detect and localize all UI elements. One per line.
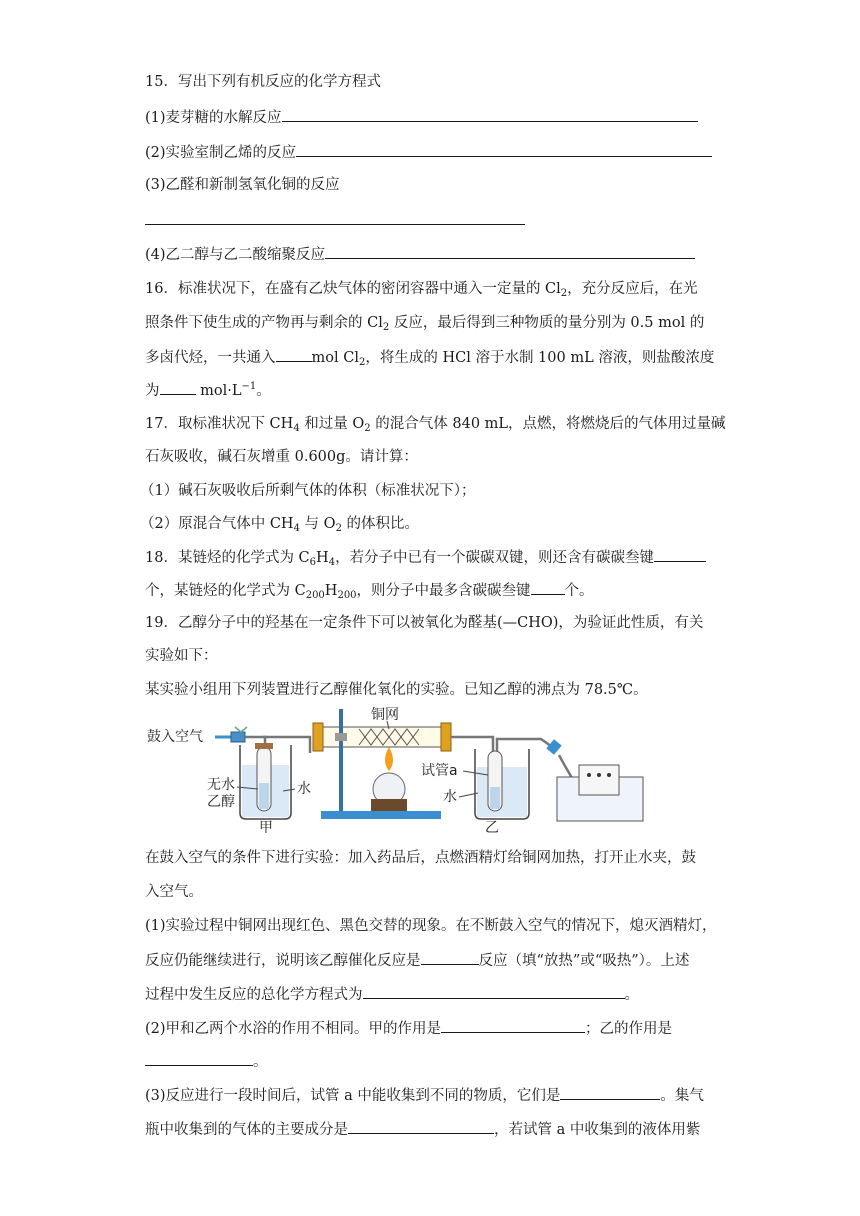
answer-blank[interactable]	[531, 580, 565, 595]
clamp-handle-icon	[235, 727, 247, 732]
label-yi: 乙	[485, 820, 499, 833]
q19-line3: 某实验小组用下列装置进行乙醇催化氧化的实验。已知乙醇的沸点为 78.5℃。	[145, 682, 648, 698]
q19-sub2-line1	[145, 1018, 672, 1039]
q19-text: ；乙的作用是	[585, 1021, 673, 1037]
q18-text: H	[324, 583, 338, 599]
q15-title: 15．写出下列有机反应的化学方程式	[145, 74, 381, 90]
q16-text: 照条件下使生成的产物再与剩余的 Cl	[145, 315, 383, 331]
flame-icon	[385, 747, 393, 771]
label-jia: 甲	[259, 820, 273, 833]
q18-line2: 个，某链烃的化学式为 $C_{200}H_{200}$，则分子中最多含碳碳叁键 个。	[145, 580, 594, 601]
q16-line2: 照条件下使生成的产物再与剩余的 $Cl_2$ 反应，最后得到三种物质的量分别为 0.5 mol 的	[145, 315, 705, 333]
q16-text: 16．标准状况下，在盛有乙炔气体的密闭容器中通入一定量的 Cl	[145, 281, 561, 297]
label-test-tube-a: 试管a	[421, 763, 458, 779]
stand-base	[321, 811, 441, 819]
q17-part1: （1）碱石灰吸收后所剩气体的体积（标准状况下）；	[140, 483, 476, 499]
q16-text: ，将生成的 HCl 溶于水制 100 mL 溶液，则盐酸浓度	[365, 350, 715, 366]
q17-text: 的体积比。	[341, 516, 420, 532]
q16-text: 反应，最后得到三种物质的量分别为 0.5 mol 的	[389, 315, 705, 331]
q18-text: H	[316, 550, 329, 566]
q19-line4: 在鼓入空气的条件下进行实验：加入药品后，点燃酒精灯给铜网加热，打开止水夹，鼓	[145, 850, 696, 866]
q18-text: 个，某链烃的化学式为 C	[145, 583, 306, 599]
q17-part2: （2）原混合气体中 $CH_4$ 与 $O_2$ 的体积比。	[140, 516, 420, 534]
label-water-yi: 水	[443, 789, 457, 805]
q16-line3: 多卤代烃，一共通入 mol $Cl_2$，将生成的 HCl 溶于水制 100 mL 溶液，则盐酸浓度	[145, 347, 714, 368]
tube-stopper-left	[313, 723, 323, 751]
answer-blank[interactable]	[441, 1018, 585, 1033]
gas-collection-bottle	[579, 765, 619, 795]
q17-text: （2）原混合气体中 CH	[140, 516, 294, 532]
label-air-in: 鼓入空气	[147, 729, 203, 745]
q19-text: 反应（填“放热”或“吸热”）。上述	[478, 953, 690, 969]
q19-sub3-line2	[145, 1119, 700, 1140]
q16-text: 。	[256, 383, 271, 399]
q17-text: 和过量 O	[299, 416, 365, 432]
gas-outlet-tube	[497, 739, 555, 751]
answer-blank[interactable]	[363, 984, 625, 999]
label-ethanol: 乙醇	[207, 794, 235, 810]
pinch-clamp	[231, 732, 245, 742]
q17-text: 与 O	[299, 516, 336, 532]
q16-text: 多卤代烃，一共通入	[145, 350, 276, 366]
q18-text: 个。	[564, 583, 594, 599]
q19-line1: 19．乙醇分子中的羟基在一定条件下可以被氧化为醛基(—CHO)，为验证此性质，有关	[145, 615, 704, 631]
q18-text: ，则分子中最多含碳碳叁键	[356, 583, 531, 599]
answer-blank[interactable]	[145, 210, 525, 225]
answer-blank[interactable]	[282, 107, 698, 122]
q19-line2: 实验如下：	[145, 648, 218, 664]
answer-blank[interactable]	[296, 142, 712, 157]
q19-text: 瓶中收集到的气体的主要成分是	[145, 1122, 348, 1138]
tube-stopper-right	[441, 723, 451, 751]
bottle-mark	[597, 773, 601, 777]
bottle-mark	[607, 773, 611, 777]
q19-text: ，若试管 a 中收集到的液体用紫	[494, 1122, 701, 1138]
stand-clamp	[335, 733, 347, 741]
q19-text: (3)反应进行一段时间后，试管 a 中能收集到不同的物质，它们是	[145, 1088, 561, 1104]
q16-text: 为	[145, 383, 160, 399]
answer-blank[interactable]	[654, 547, 706, 562]
q17-line1: 17．取标准状况下 $CH_4$ 和过量 $O_2$ 的混合气体 840 mL，点燃，将燃烧后的气体用过量碱	[145, 416, 726, 434]
q19-sub3-line1	[145, 1085, 704, 1106]
q16-unit-exponent: −1	[241, 381, 257, 392]
answer-blank[interactable]	[145, 1051, 253, 1066]
outlet-tube-2	[451, 737, 493, 755]
stopper	[255, 743, 273, 749]
q15-part3: (3)乙醛和新制氢氧化铜的反应	[145, 177, 340, 193]
q15-part1	[145, 107, 698, 128]
q19-text: (2)甲和乙两个水浴的作用不相同。甲的作用是	[145, 1021, 442, 1037]
label-anhydrous: 无水	[207, 777, 235, 793]
q16-text: mol·L	[195, 383, 242, 399]
q19-text: 。	[624, 987, 639, 1003]
q18-text: ，若分子中已有一个碳碳双键，则还含有碳碳叁键	[335, 550, 655, 566]
label-water-jia: 水	[297, 781, 311, 797]
q15-part2-text: (2)实验室制乙烯的反应	[145, 145, 297, 161]
q15-part1-text: (1)麦芽糖的水解反应	[145, 110, 282, 126]
q19-text: 反应仍能继续进行，说明该乙醇催化反应是	[145, 953, 421, 969]
q17-line2: 石灰吸收，碱石灰增重 0.600g。请计算：	[145, 449, 418, 465]
collected-liquid	[490, 787, 500, 809]
q17-text: 的混合气体 840 mL，点燃，将燃烧后的气体用过量碱	[370, 416, 726, 432]
q19-sub1-line1: (1)实验过程中铜网出现红色、黑色交替的现象。在不断鼓入空气的情况下，熄灭酒精灯，	[145, 918, 717, 934]
answer-blank[interactable]	[160, 380, 196, 395]
q19-line5: 入空气。	[145, 884, 203, 900]
q17-text: 17．取标准状况下 CH	[145, 416, 294, 432]
q18-text: 18．某链烃的化学式为 C	[145, 550, 310, 566]
q19-sub1-line2	[145, 950, 689, 971]
label-copper-mesh: 铜网	[371, 707, 399, 723]
q15-part2	[145, 142, 712, 163]
q15-part4-text: (4)乙二醇与乙二酸缩聚反应	[145, 247, 326, 263]
bottle-mark	[587, 773, 591, 777]
lamp-stand	[371, 799, 407, 811]
q19-sub1-line3	[145, 984, 639, 1005]
answer-blank[interactable]	[325, 244, 695, 259]
q19-text: 。集气	[660, 1088, 704, 1104]
q16-text: mol Cl	[311, 350, 359, 366]
q16-line4	[145, 380, 271, 401]
q19-text: 。	[253, 1054, 268, 1070]
answer-blank[interactable]	[421, 950, 479, 965]
q16-text: ，充分反应后，在光	[567, 281, 698, 297]
q15-part4	[145, 244, 695, 265]
q15-part3-answer-line	[145, 210, 525, 231]
tube-connector	[546, 739, 561, 755]
q19-text: 过程中发生反应的总化学方程式为	[145, 987, 363, 1003]
answer-blank[interactable]	[276, 347, 312, 362]
q18-line1: 18．某链烃的化学式为 $C_6H_4$，若分子中已有一个碳碳双键，则还含有碳碳叁键	[145, 547, 706, 568]
answer-blank[interactable]	[560, 1085, 660, 1100]
q19-sub2-line2	[145, 1051, 268, 1072]
experiment-apparatus-diagram	[145, 705, 645, 833]
ethanol-liquid	[259, 783, 269, 809]
answer-blank[interactable]	[348, 1119, 494, 1134]
q16-line1: 16．标准状况下，在盛有乙炔气体的密闭容器中通入一定量的 $Cl_2$，充分反应后，在光	[145, 281, 698, 299]
